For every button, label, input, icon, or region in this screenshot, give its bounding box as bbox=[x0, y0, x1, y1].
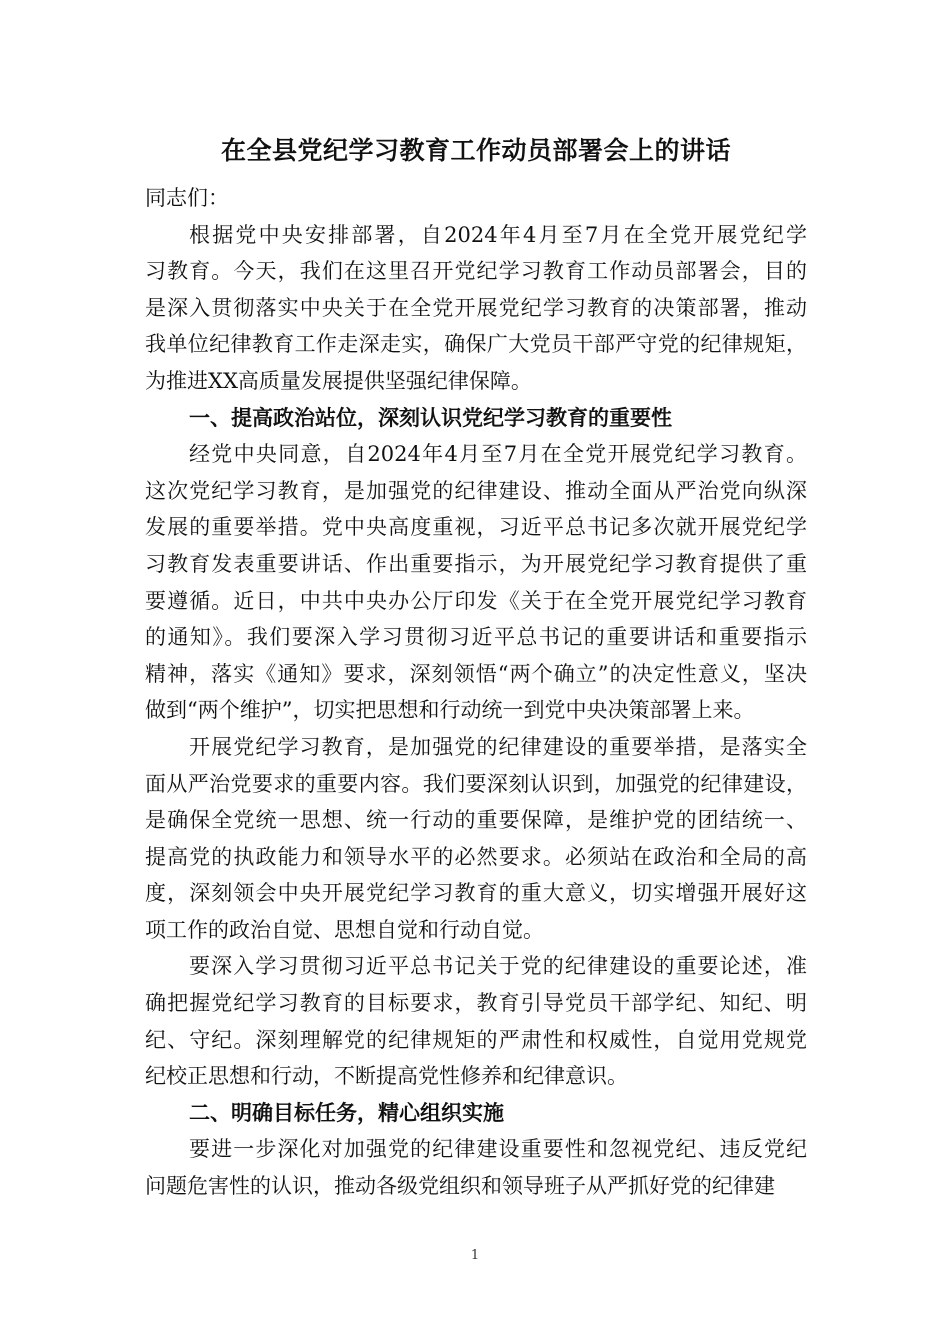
paragraph-line: 习教育。今天，我们在这里召开党纪学习教育工作动员部署会，目的 bbox=[145, 259, 807, 284]
paragraph-line: 经党中央同意，自2024年4月至7月在全党开展党纪学习教育。 bbox=[189, 442, 807, 467]
paragraph-line: 的通知》。我们要深入学习贯彻习近平总书记的重要讲话和重要指示 bbox=[145, 625, 807, 650]
paragraph-line: 面从严治党要求的重要内容。我们要深刻认识到，加强党的纪律建设， bbox=[145, 771, 807, 796]
body-paragraph bbox=[145, 729, 807, 949]
paragraph-line: 问题危害性的认识，推动各级党组织和领导班子从严抓好党的纪律建 bbox=[145, 1174, 775, 1199]
paragraph-line: 纪校正思想和行动，不断提高党性修养和纪律意识。 bbox=[145, 1064, 628, 1089]
paragraph-line: 根据党中央安排部署，自2024年4月至7月在全党开展党纪学 bbox=[189, 222, 807, 247]
paragraph-line: 提高党的执政能力和领导水平的必然要求。必须站在政治和全局的高 bbox=[145, 844, 807, 869]
page-number: 1 bbox=[470, 1248, 480, 1263]
paragraph-line: 这次党纪学习教育，是加强党的纪律建设、推动全面从严治党向纵深 bbox=[145, 478, 807, 503]
paragraph-line: 要深入学习贯彻习近平总书记关于党的纪律建设的重要论述，准 bbox=[189, 954, 807, 979]
paragraphs-container bbox=[145, 217, 807, 1205]
paragraph-line: 确把握党纪学习教育的目标要求，教育引导党员干部学纪、知纪、明 bbox=[145, 991, 807, 1016]
paragraph-line: 精神，落实《通知》要求，深刻领悟“两个确立”的决定性意义，坚决 bbox=[145, 661, 807, 686]
paragraph-line: 为推进XX高质量发展提供坚强纪律保障。 bbox=[145, 368, 532, 393]
paragraph-line: 是深入贯彻落实中央关于在全党开展党纪学习教育的决策部署，推动 bbox=[145, 295, 807, 320]
paragraph-line: 发展的重要举措。党中央高度重视，习近平总书记多次就开展党纪学 bbox=[145, 515, 807, 540]
section-heading bbox=[145, 1095, 807, 1132]
paragraph-line: 纪、守纪。深刻理解党的纪律规矩的严肃性和权威性，自觉用党规党 bbox=[145, 1027, 807, 1052]
heading-text: 一、提高政治站位，深刻认识党纪学习教育的重要性 bbox=[189, 404, 672, 430]
body-paragraph bbox=[145, 217, 807, 400]
body-paragraph bbox=[145, 1131, 807, 1204]
paragraph-line: 我单位纪律教育工作走深走实，确保广大党员干部严守党的纪律规矩， bbox=[145, 332, 807, 357]
body-paragraph bbox=[145, 436, 807, 729]
heading-text: 二、明确目标任务，精心组织实施 bbox=[189, 1099, 504, 1125]
paragraph-line: 做到“两个维护”，切实把思想和行动统一到党中央决策部署上来。 bbox=[145, 698, 755, 723]
section-heading bbox=[145, 400, 807, 437]
paragraph-line: 项工作的政治自觉、思想自觉和行动自觉。 bbox=[145, 917, 544, 942]
document-title: 在全县党纪学习教育工作动员部署会上的讲话 bbox=[220, 136, 731, 165]
body-paragraph bbox=[145, 948, 807, 1094]
paragraph-line: 习教育发表重要讲话、作出重要指示，为开展党纪学习教育提供了重 bbox=[145, 551, 807, 576]
paragraph-line: 是确保全党统一思想、统一行动的重要保障，是维护党的团结统一、 bbox=[145, 808, 807, 833]
paragraph-line: 开展党纪学习教育，是加强党的纪律建设的重要举措，是落实全 bbox=[189, 734, 807, 759]
paragraph-line: 度，深刻领会中央开展党纪学习教育的重大意义，切实增强开展好这 bbox=[145, 881, 807, 906]
paragraph-line: 要遵循。近日，中共中央办公厅印发《关于在全党开展党纪学习教育 bbox=[145, 588, 807, 613]
salutation: 同志们： bbox=[145, 186, 229, 210]
document-content bbox=[145, 128, 807, 1205]
paragraph-line: 要进一步深化对加强党的纪律建设重要性和忽视党纪、违反党纪 bbox=[189, 1137, 807, 1162]
